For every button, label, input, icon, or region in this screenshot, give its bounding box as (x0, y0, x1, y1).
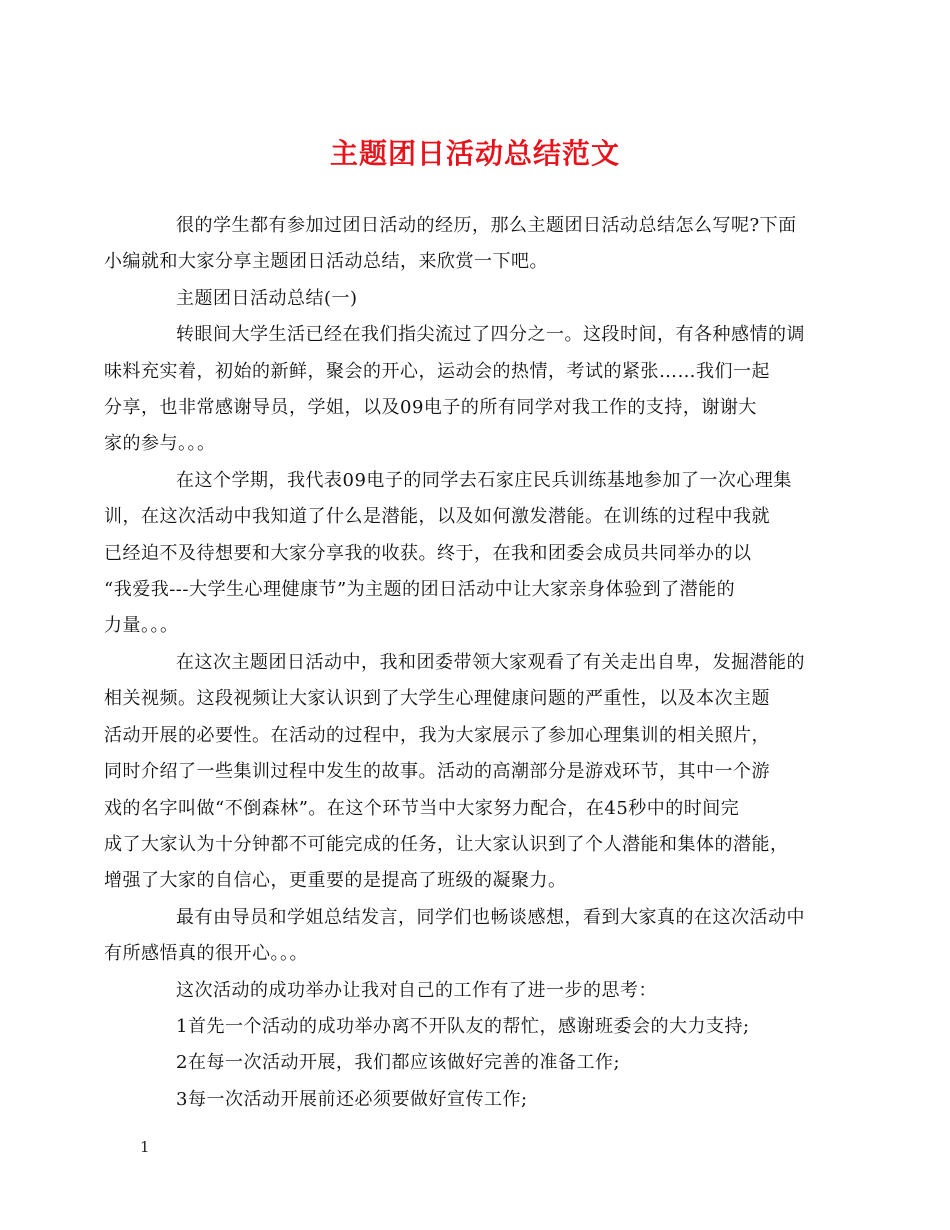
paragraph-line: 在这次主题团日活动中，我和团委带领大家观看了有关走出自卑，发掘潜能的 (176, 651, 805, 673)
intro-line: 小编就和大家分享主题团日活动总结，来欣赏一下吧。 (104, 251, 548, 273)
paragraph-line: 力量。。。 (104, 615, 179, 637)
paragraph-line: 戏的名字叫做“不倒森林”。在这个环节当中大家努力配合，在45秒中的时间完 (104, 797, 740, 819)
paragraph-line: 味料充实着，初始的新鲜，聚会的开心，运动会的热情，考试的紧张……我们一起 (104, 360, 770, 382)
paragraph-line: 成了大家认为十分钟都不可能完成的任务，让大家认识到了个人潜能和集体的潜能， (104, 833, 789, 855)
paragraph-line: “我爱我---大学生心理健康节”为主题的团日活动中让大家亲身体验到了潜能的 (104, 579, 736, 601)
paragraph-line: 已经迫不及待想要和大家分享我的收获。终于，在我和团委会成员共同举办的以 (104, 542, 752, 564)
paragraph-line: 增强了大家的自信心，更重要的是提高了班级的凝聚力。 (104, 870, 567, 892)
document-body (104, 208, 820, 1118)
intro-paragraph (104, 208, 820, 281)
paragraph-1 (104, 317, 820, 463)
paragraph-2 (104, 463, 820, 645)
paragraph-line: 最有由导员和学姐总结发言，同学们也畅谈感想，看到大家真的在这次活动中 (176, 906, 805, 928)
paragraph-line: 分享，也非常感谢导员，学姐，以及09电子的所有同学对我工作的支持，谢谢大 (104, 397, 757, 419)
paragraph-line: 有所感悟真的很开心。。。 (104, 943, 308, 965)
reflection-intro: 这次活动的成功举办让我对自己的工作有了进一步的思考： (176, 979, 657, 1001)
paragraph-line: 活动开展的必要性。在活动的过程中，我为大家展示了参加心理集训的相关照片， (104, 724, 770, 746)
page-number: 1 (140, 1138, 150, 1156)
paragraph-line: 同时介绍了一些集训过程中发生的故事。活动的高潮部分是游戏环节，其中一个游 (104, 761, 770, 783)
list-item: 1首先一个活动的成功举办离不开队友的帮忙，感谢班委会的大力支持; (176, 1015, 750, 1037)
section-heading: 主题团日活动总结(一) (176, 287, 358, 309)
paragraph-4 (104, 900, 820, 973)
intro-line: 很的学生都有参加过团日活动的经历，那么主题团日活动总结怎么写呢?下面 (176, 215, 797, 236)
list-item: 3每一次活动开展前还必须要做好宣传工作; (176, 1088, 528, 1110)
paragraph-3 (104, 645, 820, 900)
paragraph-line: 转眼间大学生活已经在我们指尖流过了四分之一。这段时间，有各种感情的调 (176, 324, 805, 346)
paragraph-line: 训，在这次活动中我知道了什么是潜能，以及如何激发潜能。在训练的过程中我就 (104, 506, 770, 528)
paragraph-line: 在这个学期，我代表09电子的同学去石家庄民兵训练基地参加了一次心理集 (176, 469, 792, 491)
list-item: 2在每一次活动开展，我们都应该做好完善的准备工作; (176, 1052, 621, 1074)
document-title: 主题团日活动总结范文 (329, 137, 620, 170)
paragraph-line: 相关视频。这段视频让大家认识到了大学生心理健康问题的严重性，以及本次主题 (104, 688, 770, 710)
paragraph-line: 家的参与。。。 (104, 433, 216, 455)
